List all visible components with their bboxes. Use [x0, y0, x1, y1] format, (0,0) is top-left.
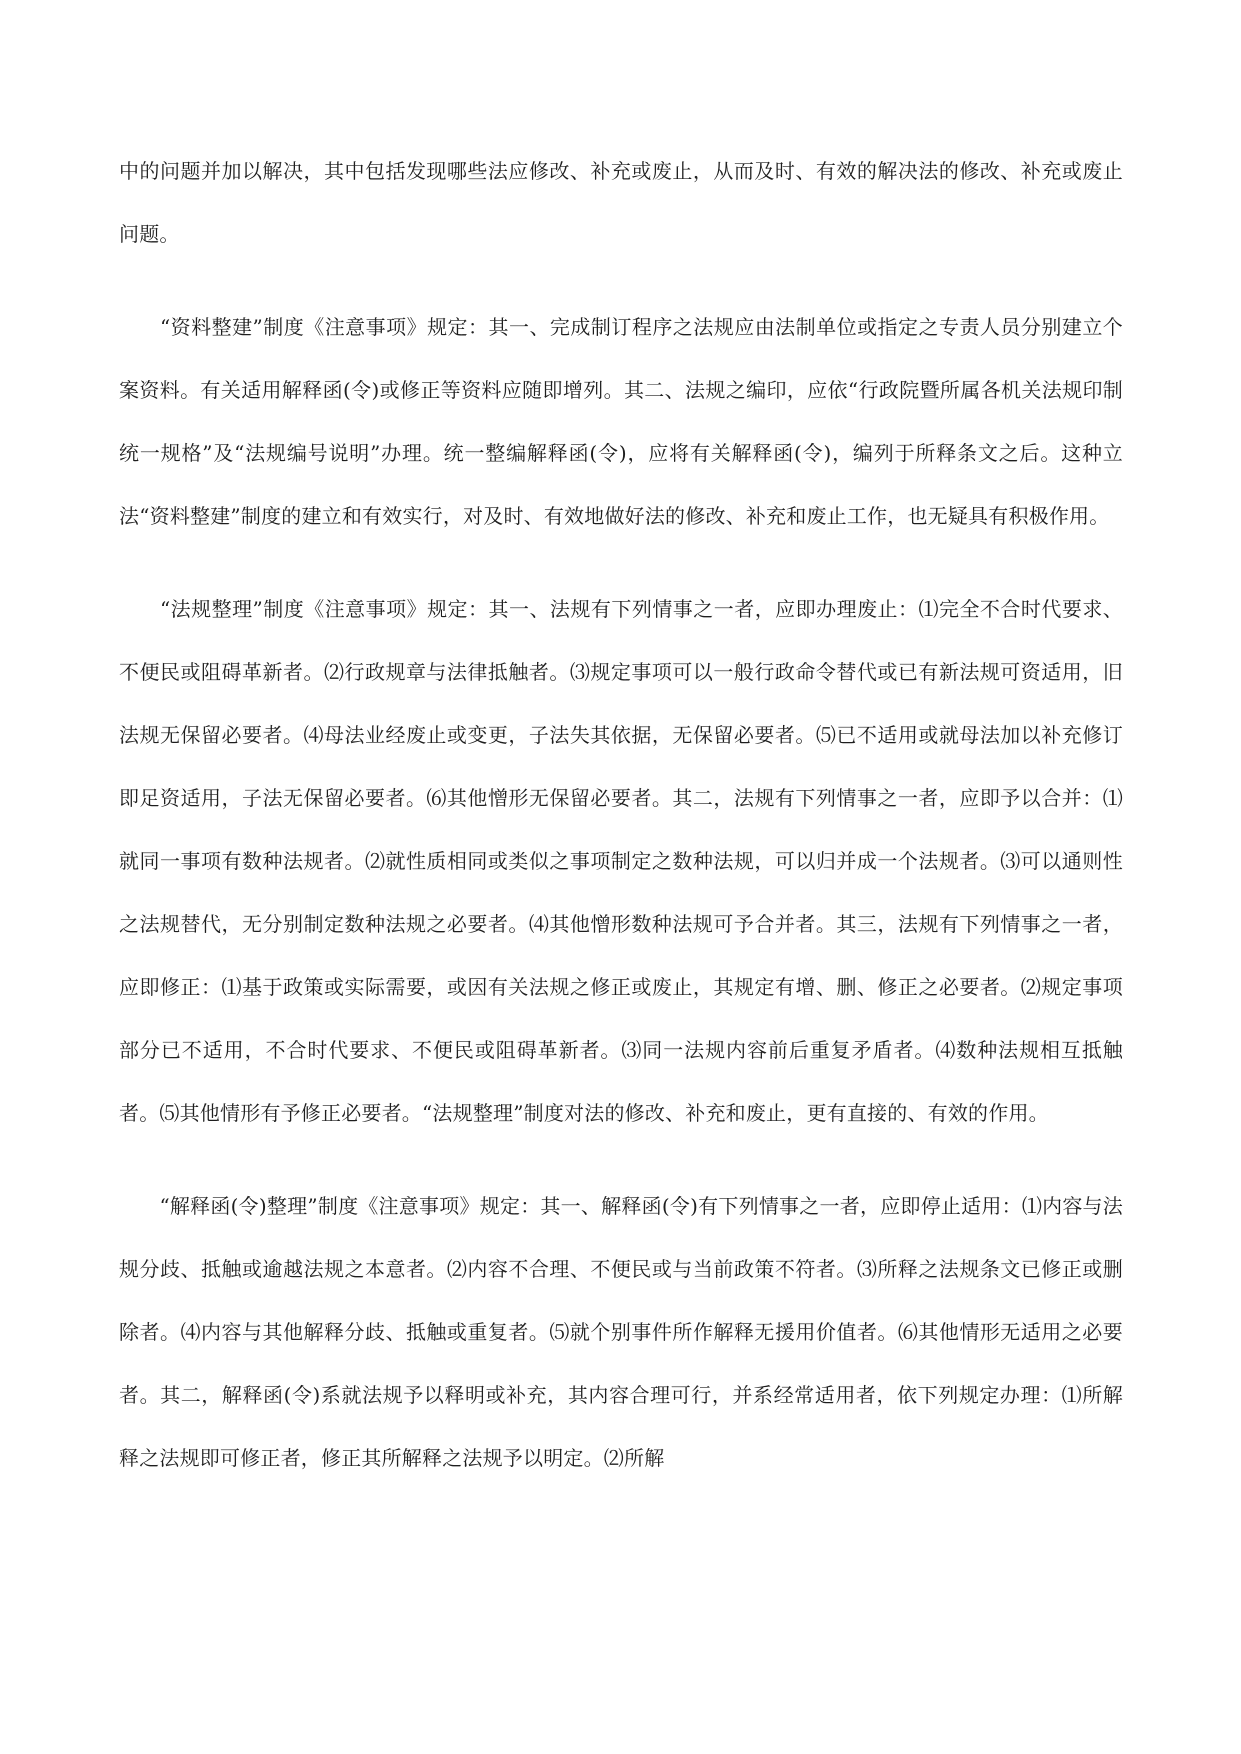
paragraph-continuation: 中的问题并加以解决，其中包括发现哪些法应修改、补充或废止，从而及时、有效的解决法的修改、补充或废止问题。 — [119, 159, 1123, 246]
paragraph-data-rebuild: “资料整建”制度《注意事项》规定：其一、完成制订程序之法规应由法制单位或指定之专责人员分别建立个案资料。有关适用解释函(令)或修正等资料应随即增列。其二、法规之编印，应依“行政院暨所属各机关法规印制统一规格”及“法规编号说明”办理。统一整编解释函(令)，应将有关解释函(令)，编列于所释条文之后。这种立法“资料整建”制度的建立和有效实行，对及时、有效地做好法的修改、补充和废止工作，也无疑具有积极作用。 — [119, 315, 1123, 528]
paragraph-regulation-review: “法规整理”制度《注意事项》规定：其一、法规有下列情事之一者，应即办理废止：⑴完全不合时代要求、不便民或阻碍革新者。⑵行政规章与法律抵触者。⑶规定事项可以一般行政命令替代或已有新法规可资适用，旧法规无保留必要者。⑷母法业经废止或变更，子法失其依据，无保留必要者。⑸已不适用或就母法加以补充修订即足资适用，子法无保留必要者。⑹其他憎形无保留必要者。其二，法规有下列情事之一者，应即予以合并：⑴就同一事项有数种法规者。⑵就性质相同或类似之事项制定之数种法规，可以归并成一个法规者。⑶可以通则性之法规替代，无分别制定数种法规之必要者。⑷其他憎形数种法规可予合并者。其三，法规有下列情事之一者，应即修正：⑴基于政策或实际需要，或因有关法规之修正或废止，其规定有增、删、修正之必要者。⑵规定事项部分已不适用，不合时代要求、不便民或阻碍革新者。⑶同一法规内容前后重复矛盾者。⑷数种法规相互抵触者。⑸其他情形有予修正必要者。“法规整理”制度对法的修改、补充和废止，更有直接的、有效的作用。 — [119, 597, 1123, 1125]
paragraph-interpretation-review: “解释函(令)整理”制度《注意事项》规定：其一、解释函(令)有下列情事之一者，应即停止适用：⑴内容与法规分歧、抵触或逾越法规之本意者。⑵内容不合理、不便民或与当前政策不符者。⑶所释之法规条文已修正或删除者。⑷内容与其他解释分歧、抵触或重复者。⑸就个别事件所作解释无援用价值者。⑹其他情形无适用之必要者。其二，解释函(令)系就法规予以释明或补充，其内容合理可行，并系经常适用者，依下列规定办理：⑴所解释之法规即可修正者，修正其所解释之法规予以明定。⑵所解 — [119, 1194, 1123, 1470]
document-body — [119, 140, 1123, 1490]
